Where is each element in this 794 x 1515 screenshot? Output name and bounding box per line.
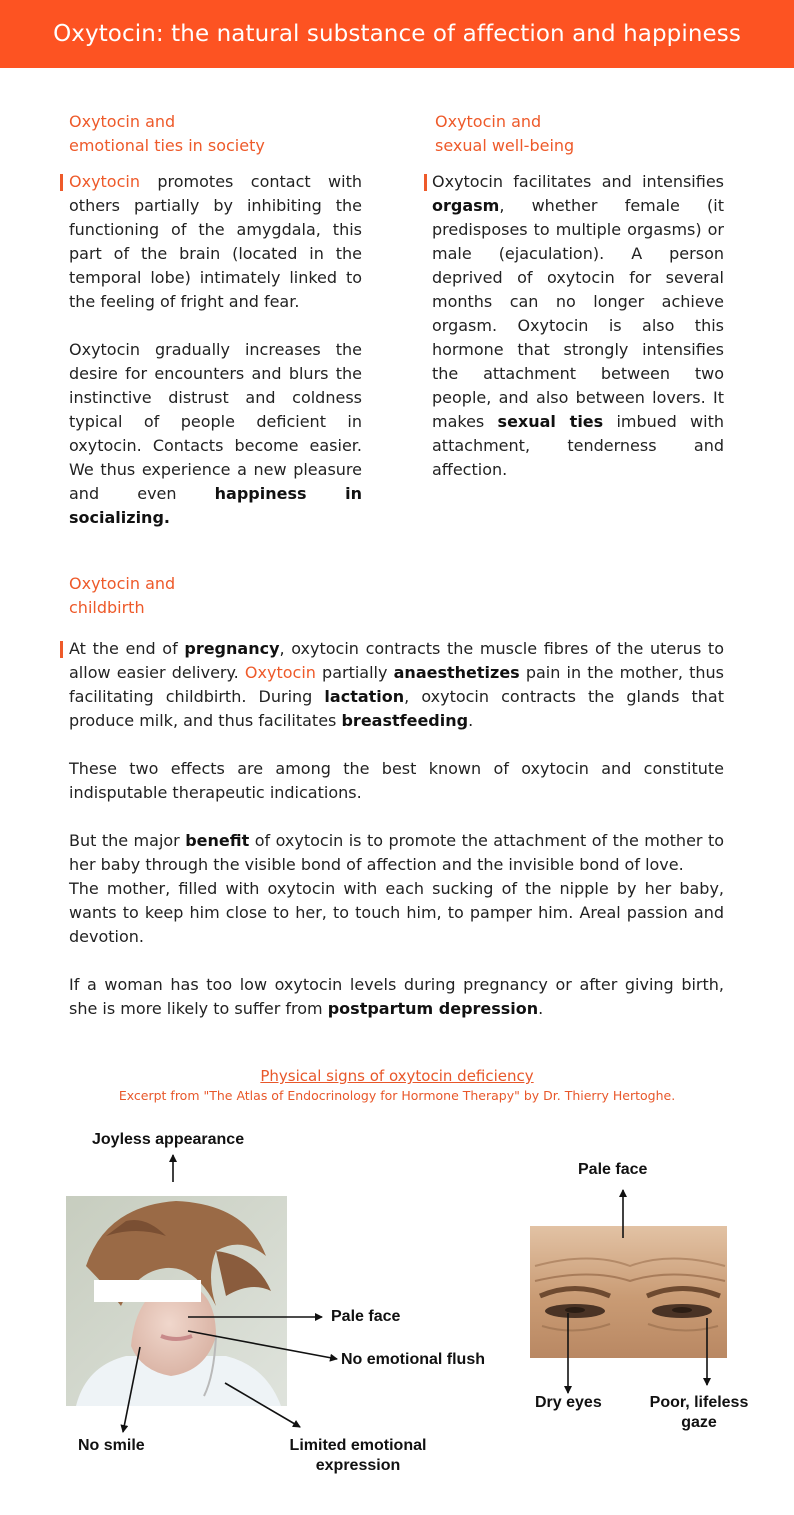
arrow-no-smile [123,1347,140,1432]
arrow-no-flush [188,1331,337,1359]
label-pale-face-left: Pale face [331,1308,401,1325]
bold-text: lactation [324,687,405,706]
text-span: . [538,999,544,1018]
figure-subtitle: Excerpt from "The Atlas of Endocrinology for Hormone Therapy" by Dr. Thierry Hertoghe. [118,1088,676,1103]
text-span: of oxytocin is to promote the attachment of the mother to her baby through the visible bond of affection and the invisible bond of love. [69,831,725,874]
text-span: , oxytocin contracts the glands that produce milk, and thus facilitates [69,687,724,730]
text-span: imbued with attachment, tenderness and affection. [432,412,724,479]
bold-text: anaesthetizes [393,663,520,682]
text-span: But the major [69,831,186,850]
bold-text: breastfeeding [341,711,469,730]
text-span: If a woman has too low oxytocin levels during pregnancy or after giving birth, she is more likely to suffer from [69,975,724,1018]
heading-society-line2: emotional ties in society [69,136,265,155]
childbirth-paragraph-4: The mother, filled with oxytocin with each sucking of the nipple by her baby, wants to keep him close to her, to touch him, to pamper him. Areal passion and devotion. [69,879,724,946]
label-pale-face-right: Pale face [578,1161,648,1178]
heading-childbirth-line1: Oxytocin and [69,574,176,593]
text-span: Oxytocin facilitates and intensifies [432,172,724,191]
label-gaze-line2: gaze [681,1414,717,1431]
text-span: , oxytocin contracts the muscle fibres of the uterus to allow easier delivery. [69,639,724,682]
highlight-oxytocin: Oxytocin [69,172,140,191]
arrow-limited-expression [225,1383,300,1427]
bold-text: sexual ties [497,412,604,431]
heading-sexual-line2: sexual well-being [435,136,575,155]
childbirth-paragraph-2: These two effects are among the best known of oxytocin and constitute indisputable therapeutic indications. [69,759,724,802]
bold-text: pregnancy [184,639,280,658]
label-joyless-appearance: Joyless appearance [92,1131,245,1148]
highlight-oxytocin: Oxytocin [244,663,316,682]
bold-text: orgasm [432,196,500,215]
label-gaze-line1: Poor, lifeless [649,1394,749,1411]
label-limited-line2: expression [315,1457,401,1474]
text-span: partially [315,663,394,682]
label-lifeless-gaze [640,1393,758,1433]
text-span: Oxytocin gradually increases the desire for encounters and blurs the instinctive distrust and coldness typical of people deficient in oxytocin. Contacts become easier. We thus experience a new pleasure and even [69,340,362,503]
label-limited-expression [288,1436,428,1476]
label-limited-line1: Limited emotional [289,1437,427,1454]
text-span: pain in the mother, thus facilitating childbirth. During [69,663,725,706]
bold-text: happiness in socializing. [69,484,363,527]
text-span: , whether female (it predisposes to multiple orgasms) or male (ejaculation). A person deprived of oxytocin for several months can no longer achieve orgasm. Oxytocin is also this hormone that strongly intensifies the attachment between two people, and also between lovers. It makes [432,196,724,431]
page-title: Oxytocin: the natural substance of affection and happiness [53,21,741,47]
label-dry-eyes: Dry eyes [535,1394,602,1411]
heading-sexual-line1: Oxytocin and [435,112,542,131]
figure-title: Physical signs of oxytocin deficiency [260,1067,534,1085]
text-span: . [468,711,474,730]
label-no-smile: No smile [78,1437,145,1454]
bold-text: benefit [185,831,250,850]
text-span: promotes contact with others partially by inhibiting the functioning of the amygdala, this part of the brain (located in the temporal lobe) intimately linked to the feeling of fright and fear. [69,172,362,311]
heading-childbirth-line2: childbirth [69,598,145,617]
bold-text: postpartum depression [327,999,539,1018]
label-no-emotional-flush: No emotional flush [341,1351,485,1368]
heading-society-line1: Oxytocin and [69,112,176,131]
text-span: At the end of [69,639,185,658]
